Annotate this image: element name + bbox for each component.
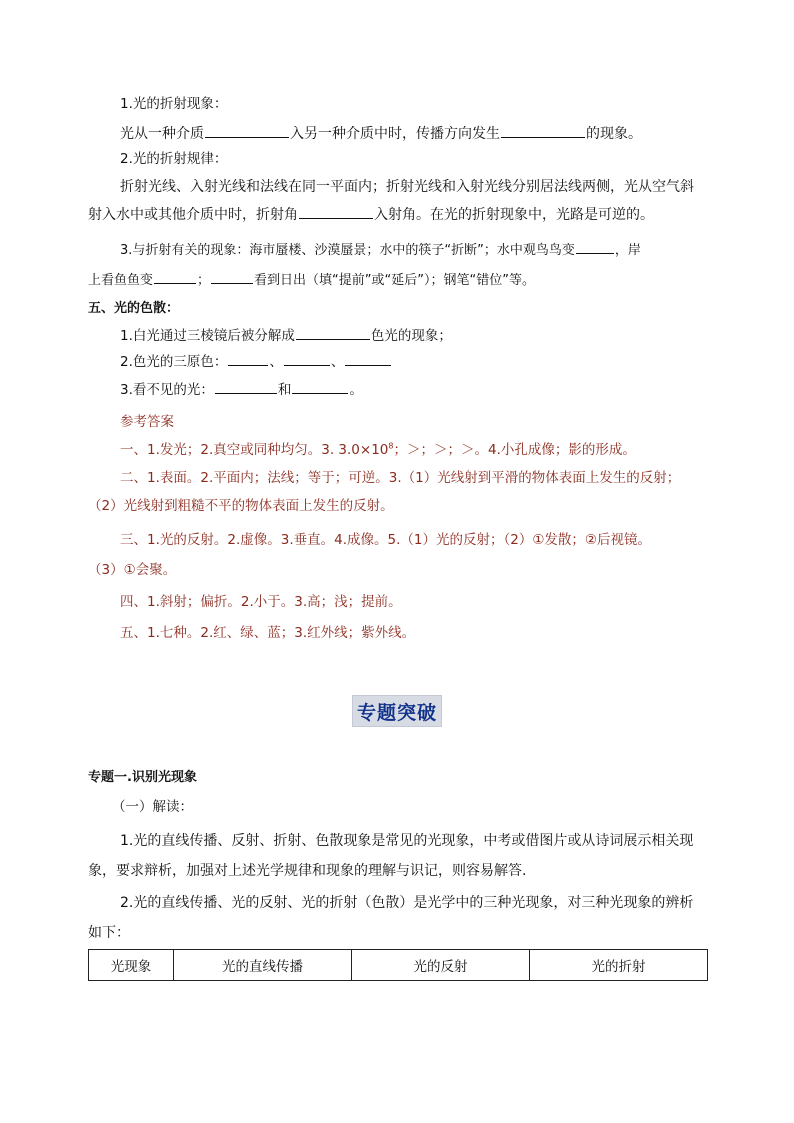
text-segment: 看到日出（填“提前”或“延后”）；钢笔“错位”等。 bbox=[254, 273, 535, 288]
text-segment: 的现象。 bbox=[586, 126, 642, 142]
table-header-cell: 光的反射 bbox=[352, 950, 530, 981]
topic1-p1-line1: 1.光的直线传播、反射、折射、色散现象是常见的光现象，中考或借图片或从诗词展示相关现 bbox=[120, 833, 694, 849]
answer-blank[interactable] bbox=[501, 124, 585, 138]
answer-blank[interactable] bbox=[296, 326, 370, 340]
text-segment: 光从一种介质 bbox=[120, 126, 204, 142]
table-header-row bbox=[89, 950, 708, 981]
section-title-box bbox=[352, 695, 442, 727]
exponent: 8 bbox=[388, 441, 394, 451]
answers-line-4: 三、1.光的反射。2.虚像。3.垂直。4.成像。5.（1）光的反射；（2）①发散；②后视镜。 bbox=[120, 532, 652, 548]
answers-heading: 参考答案 bbox=[120, 414, 174, 430]
answer-blank[interactable] bbox=[345, 352, 391, 366]
dispersion-item1 bbox=[120, 326, 452, 345]
answer-blank[interactable] bbox=[205, 124, 289, 138]
table-header-cell: 光的直线传播 bbox=[174, 950, 352, 981]
separator: 、 bbox=[330, 354, 345, 370]
dispersion-item3 bbox=[120, 380, 363, 399]
text-segment: ，岸 bbox=[614, 243, 641, 258]
answers-line-6: 四、1.斜射；偏折。2.小于。3.高；浅；提前。 bbox=[120, 594, 402, 610]
refraction-item2-line2 bbox=[88, 205, 654, 224]
refraction-item3-line1 bbox=[120, 240, 641, 260]
text-segment: 入另一种介质中时，传播方向发生 bbox=[290, 126, 500, 142]
separator: 、 bbox=[269, 354, 283, 370]
refraction-item3-line2 bbox=[88, 270, 535, 290]
light-phenomena-table bbox=[88, 949, 708, 981]
text-segment: ；＞；＞；＞。4.小孔成像；影的形成。 bbox=[393, 442, 636, 458]
text-segment: 2.色光的三原色： bbox=[120, 354, 228, 370]
dispersion-item2 bbox=[120, 352, 392, 371]
answer-blank[interactable] bbox=[292, 380, 348, 394]
topic1-p2-line2: 如下： bbox=[88, 925, 130, 941]
answers-line-1 bbox=[120, 441, 636, 459]
text-segment: 3.看不见的光： bbox=[120, 382, 214, 398]
refraction-item1-text bbox=[120, 124, 642, 143]
text-segment: 1.白光通过三棱镜后被分解成 bbox=[120, 328, 295, 344]
refraction-item2-line1: 折射光线、入射光线和法线在同一平面内；折射光线和入射光线分别居法线两侧，光从空气斜 bbox=[120, 179, 694, 195]
section-title: 专题突破 bbox=[356, 701, 437, 724]
answer-blank[interactable] bbox=[284, 352, 330, 366]
answer-blank[interactable] bbox=[299, 205, 373, 219]
text-segment: ； bbox=[197, 273, 211, 288]
text-segment: 上看鱼鱼变 bbox=[88, 273, 154, 288]
dispersion-heading: 五、光的色散： bbox=[88, 301, 180, 316]
text-segment: 色光的现象； bbox=[370, 328, 452, 344]
text-segment: 。 bbox=[349, 382, 363, 398]
text-segment: 一、1.发光；2.真空或同种均匀。3. 3.0×10 bbox=[120, 442, 389, 458]
refraction-item2-title: 2.光的折射规律： bbox=[120, 151, 228, 167]
text-segment: 射入水中或其他介质中时，折射角 bbox=[88, 207, 298, 223]
table-header-cell: 光现象 bbox=[89, 950, 174, 981]
refraction-item1-title: 1.光的折射现象： bbox=[120, 96, 228, 112]
answers-line-3: （2）光线射到粗糙不平的物体表面上发生的反射。 bbox=[88, 498, 394, 514]
answers-line-2: 二、1.表面。2.平面内；法线；等于；可逆。3.（1）光线射到平滑的物体表面上发生的反射； bbox=[120, 470, 681, 486]
answer-blank[interactable] bbox=[154, 270, 196, 284]
answers-line-5: （3）①会聚。 bbox=[88, 562, 177, 578]
answer-blank[interactable] bbox=[576, 240, 614, 254]
answers-line-7: 五、1.七种。2.红、绿、蓝；3.红外线；紫外线。 bbox=[120, 625, 416, 641]
text-segment: 3.与折射有关的现象：海市蜃楼、沙漠蜃景；水中的筷子“折断”；水中观鸟鸟变 bbox=[120, 243, 575, 258]
text-segment: 和 bbox=[277, 382, 292, 398]
table-header-cell: 光的折射 bbox=[530, 950, 708, 981]
answer-blank[interactable] bbox=[211, 270, 253, 284]
answer-blank[interactable] bbox=[228, 352, 268, 366]
topic1-heading: 专题一.识别光现象 bbox=[88, 770, 197, 785]
topic1-p1-line2: 象，要求辩析，加强对上述光学规律和现象的理解与识记，则容易解答. bbox=[88, 863, 527, 879]
topic1-sub: （一）解读： bbox=[112, 799, 193, 815]
topic1-p2-line1: 2.光的直线传播、光的反射、光的折射（色散）是光学中的三种光现象，对三种光现象的辨析 bbox=[120, 895, 694, 911]
text-segment: 入射角。在光的折射现象中，光路是可逆的。 bbox=[374, 207, 654, 223]
answer-blank[interactable] bbox=[215, 380, 277, 394]
